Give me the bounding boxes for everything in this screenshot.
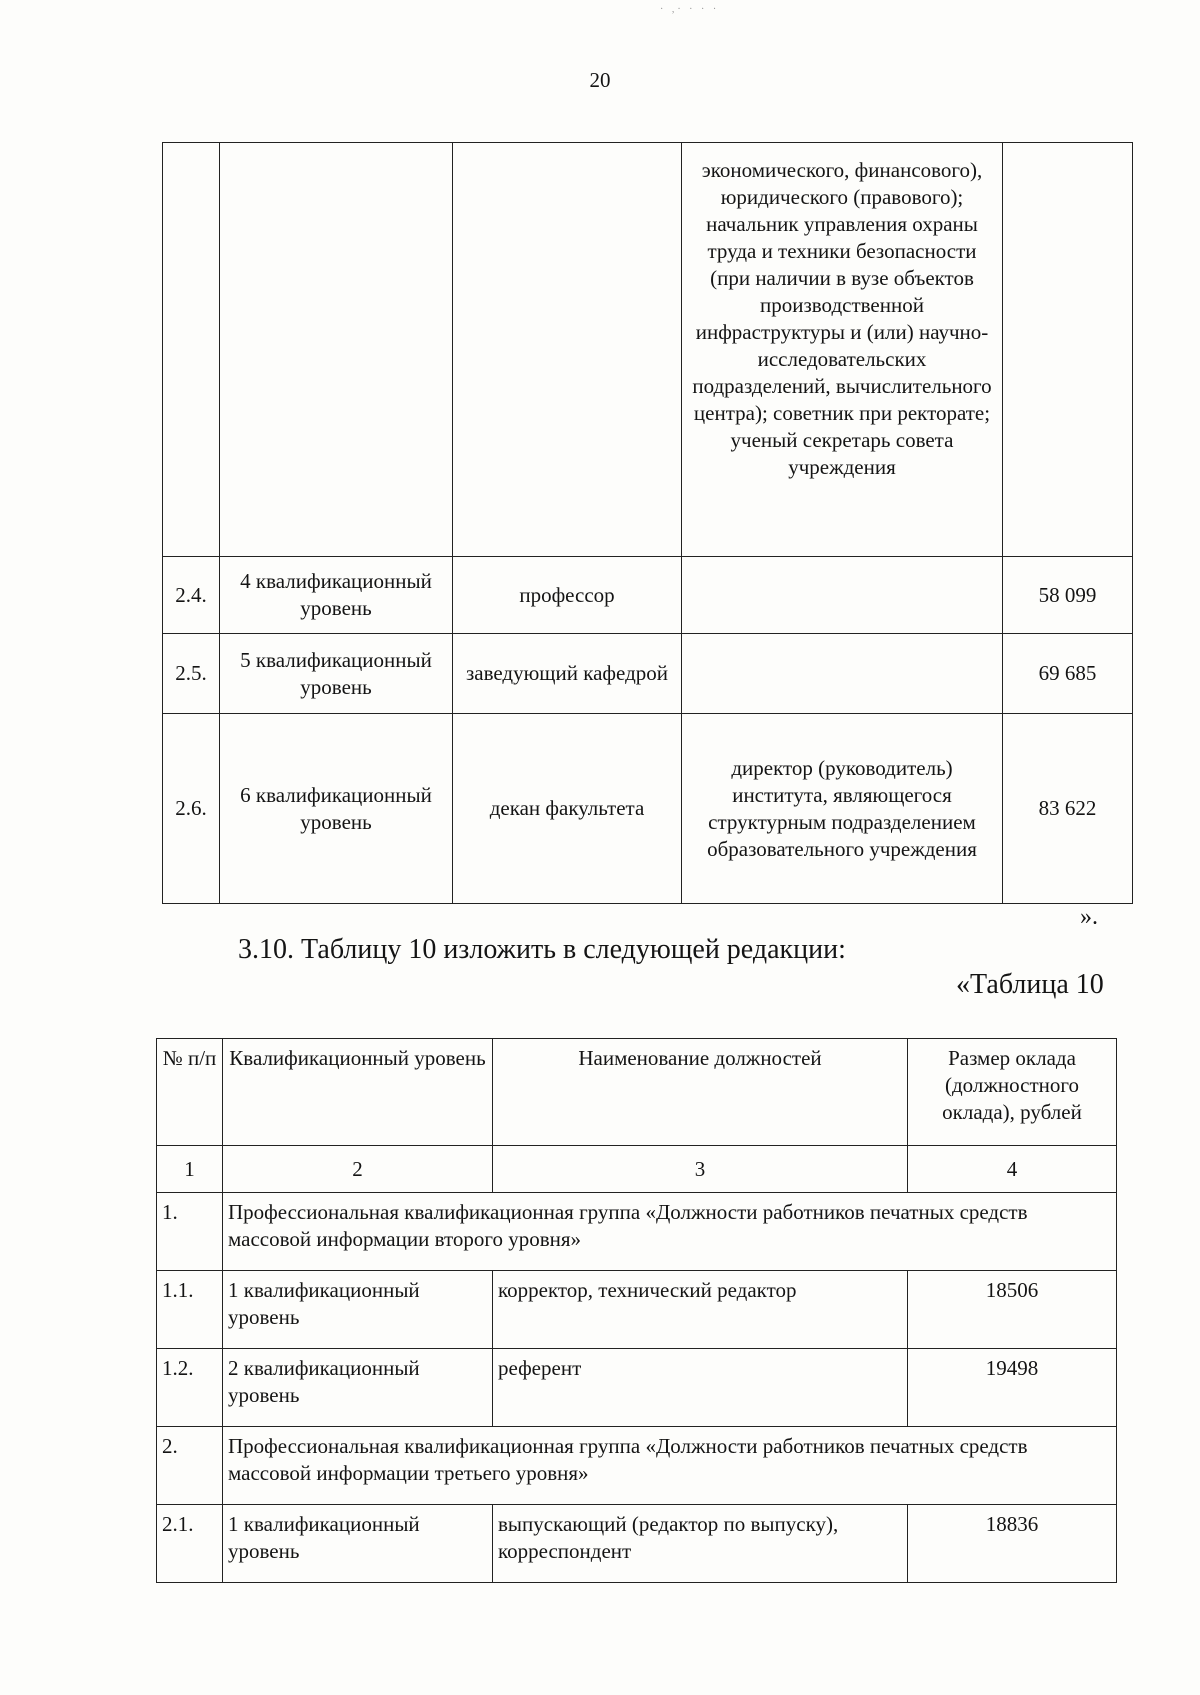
position-name: выпускающий (редактор по выпуску), корреспондент: [493, 1505, 908, 1583]
position-name: референт: [493, 1349, 908, 1427]
qualification-level: 5 квалификационный уровень: [220, 634, 453, 714]
header-number: № п/п: [157, 1039, 223, 1146]
group-row: [157, 1427, 1117, 1505]
header-positions: Наименование должностей: [493, 1039, 908, 1146]
additional-positions: [682, 557, 1003, 634]
group-title: Профессиональная квалификационная группа «Должности работников печатных средств массовой информации третьего уровня»: [223, 1427, 1117, 1505]
column-number: 1: [157, 1146, 223, 1193]
row-number: 1.1.: [157, 1271, 223, 1349]
salary-value: 18506: [908, 1271, 1117, 1349]
group-title: Профессиональная квалификационная группа «Должности работников печатных средств массовой информации второго уровня»: [223, 1193, 1117, 1271]
row-number: 2.5.: [163, 634, 220, 714]
table-row: [163, 714, 1133, 904]
group-number: 2.: [157, 1427, 223, 1505]
scan-artifact: · ,· · · ·: [660, 4, 720, 15]
salary-value: 58 099: [1003, 557, 1133, 634]
additional-positions: директор (руководитель) института, являющегося структурным подразделением образовательного учреждения: [682, 714, 1003, 904]
qualification-level: 4 квалификационный уровень: [220, 557, 453, 634]
qualification-level: 6 квалификационный уровень: [220, 714, 453, 904]
salary-table-continued: [162, 142, 1133, 904]
table-caption: «Таблица 10: [956, 969, 1104, 1000]
position-name: заведующий кафедрой: [453, 634, 682, 714]
table-row: [163, 634, 1133, 714]
salary-value: 69 685: [1003, 634, 1133, 714]
row-number: 2.6.: [163, 714, 220, 904]
table-row: [163, 557, 1133, 634]
salary-value: 83 622: [1003, 714, 1133, 904]
table-row: [157, 1271, 1117, 1349]
salary-table-10: [156, 1038, 1117, 1583]
column-number: 2: [223, 1146, 493, 1193]
position-name: декан факультета: [453, 714, 682, 904]
group-number: 1.: [157, 1193, 223, 1271]
additional-positions: [682, 634, 1003, 714]
column-number: 4: [908, 1146, 1117, 1193]
column-numbers-row: [157, 1146, 1117, 1193]
row-number: 2.1.: [157, 1505, 223, 1583]
header-row: [157, 1039, 1117, 1146]
salary-value: 19498: [908, 1349, 1117, 1427]
group-row: [157, 1193, 1117, 1271]
header-salary: Размер оклада (должностного оклада), рублей: [908, 1039, 1117, 1146]
section-heading: 3.10. Таблицу 10 изложить в следующей редакции:: [238, 934, 846, 965]
qualification-level: 1 квалификационный уровень: [223, 1505, 493, 1583]
position-name: корректор, технический редактор: [493, 1271, 908, 1349]
column-number: 3: [493, 1146, 908, 1193]
table-row: [157, 1349, 1117, 1427]
row-number: 1.2.: [157, 1349, 223, 1427]
table-row: [157, 1505, 1117, 1583]
qualification-level: 1 квалификационный уровень: [223, 1271, 493, 1349]
salary-value: 18836: [908, 1505, 1117, 1583]
page-number: 20: [589, 68, 611, 92]
row-number: 2.4.: [163, 557, 220, 634]
positions-cell: экономического, финансового), юридического (правового); начальник управления охраны труда и техники безопасности (при наличии в вузе объектов производственной инфраструктуры и (или) научно-исследовательских подразделений, вычислительного центра); советник при ректорате; ученый секретарь совета учреждения: [682, 143, 1003, 557]
table-row: [163, 143, 1133, 557]
header-level: Квалификационный уровень: [223, 1039, 493, 1146]
closing-quote: ».: [1080, 904, 1098, 930]
position-name: профессор: [453, 557, 682, 634]
qualification-level: 2 квалификационный уровень: [223, 1349, 493, 1427]
